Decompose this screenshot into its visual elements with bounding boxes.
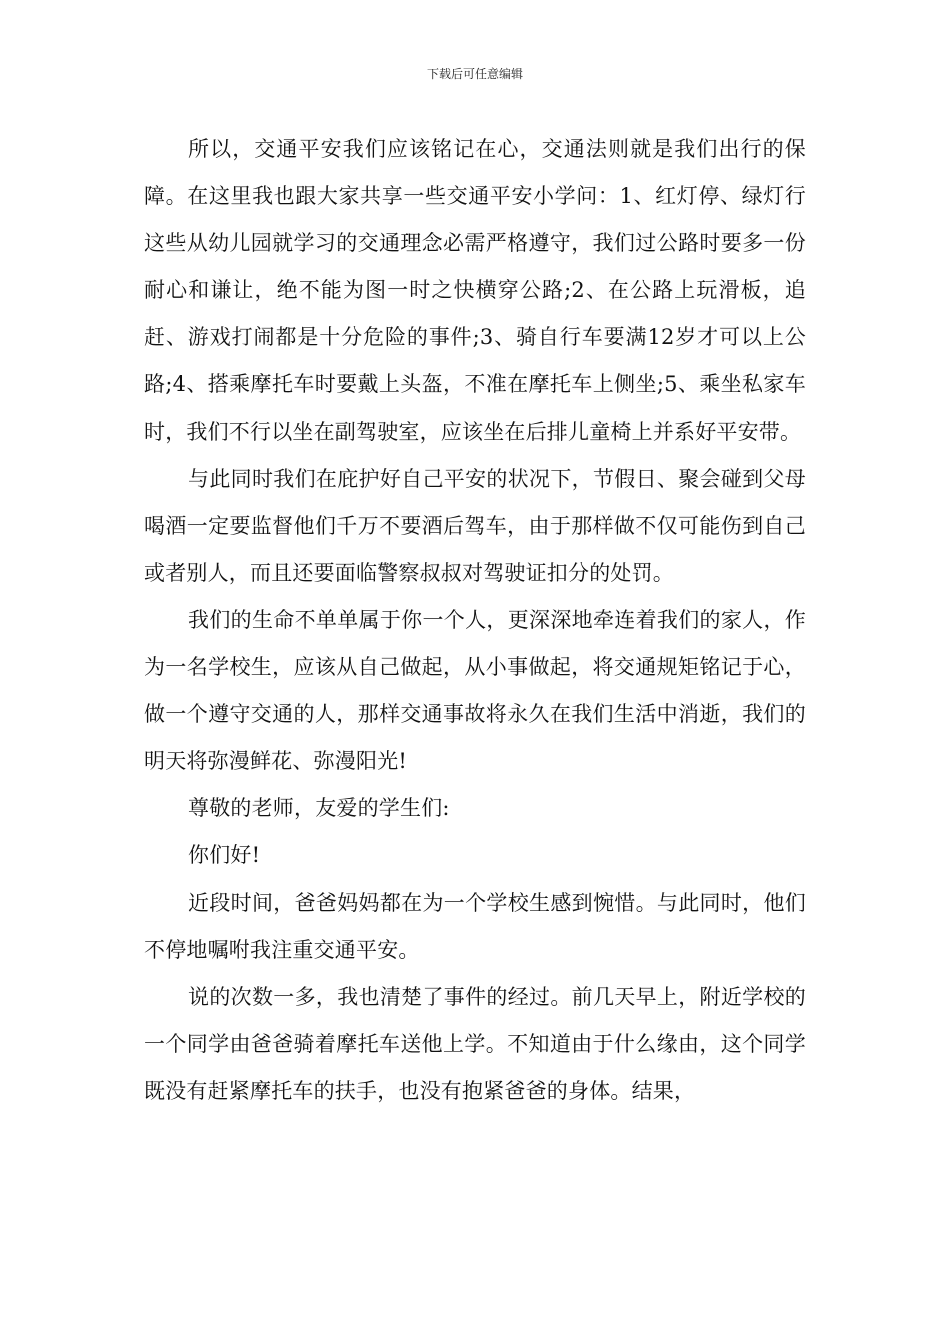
paragraph-story: 说的次数一多，我也清楚了事件的经过。前几天早上，附近学校的一个同学由爸爸骑着摩托车送他上学。不知道由于什么缘由，这个同学既没有赶紧摩托车的扶手，也没有抱紧爸爸的身体。结果， — [144, 984, 806, 1103]
paragraph-drunk-driving: 与此同时我们在庇护好自己平安的状况下，节假日、聚会碰到父母喝酒一定要监督他们千万不要酒后驾车，由于那样做不仅可能伤到自己或者别人，而且还要面临警察叔叔对驾驶证扣分的处罚。 — [144, 466, 806, 585]
paragraph-recent-event: 近段时间，爸爸妈妈都在为一个学校生感到惋惜。与此同时，他们不停地嘱咐我注重交通平安。 — [144, 890, 806, 962]
paragraph-greeting: 尊敬的老师，友爱的学生们: — [188, 796, 450, 821]
paragraph-life-family: 我们的生命不单单属于你一个人，更深深地牵连着我们的家人，作为一名学校生，应该从自己做起，从小事做起，将交通规矩铭记于心，做一个遵守交通的人，那样交通事故将永久在我们生活中消逝，我们的明天将弥漫鲜花、弥漫阳光! — [144, 607, 806, 774]
page-header: 下载后可任意编辑 — [426, 67, 523, 81]
paragraph-hello: 你们好! — [188, 843, 261, 868]
paragraph-traffic-tips: 所以，交通平安我们应该铭记在心，交通法则就是我们出行的保障。在这里我也跟大家共享一些交通平安小学问：1、红灯停、绿灯行这些从幼儿园就学习的交通理念必需严格遵守，我们过公路时要多一份耐心和谦让，绝不能为图一时之快横穿公路;2、在公路上玩滑板，追赶、游戏打闹都是十分危险的事件;3、骑自行车要满12岁才可以上公路;4、搭乘摩托车时要戴上头盔，不准在摩托车上侧坐;5、乘坐私家车时，我们不行以坐在副驾驶室，应该坐在后排儿童椅上并系好平安带。 — [144, 137, 806, 444]
document-body — [144, 126, 806, 1115]
